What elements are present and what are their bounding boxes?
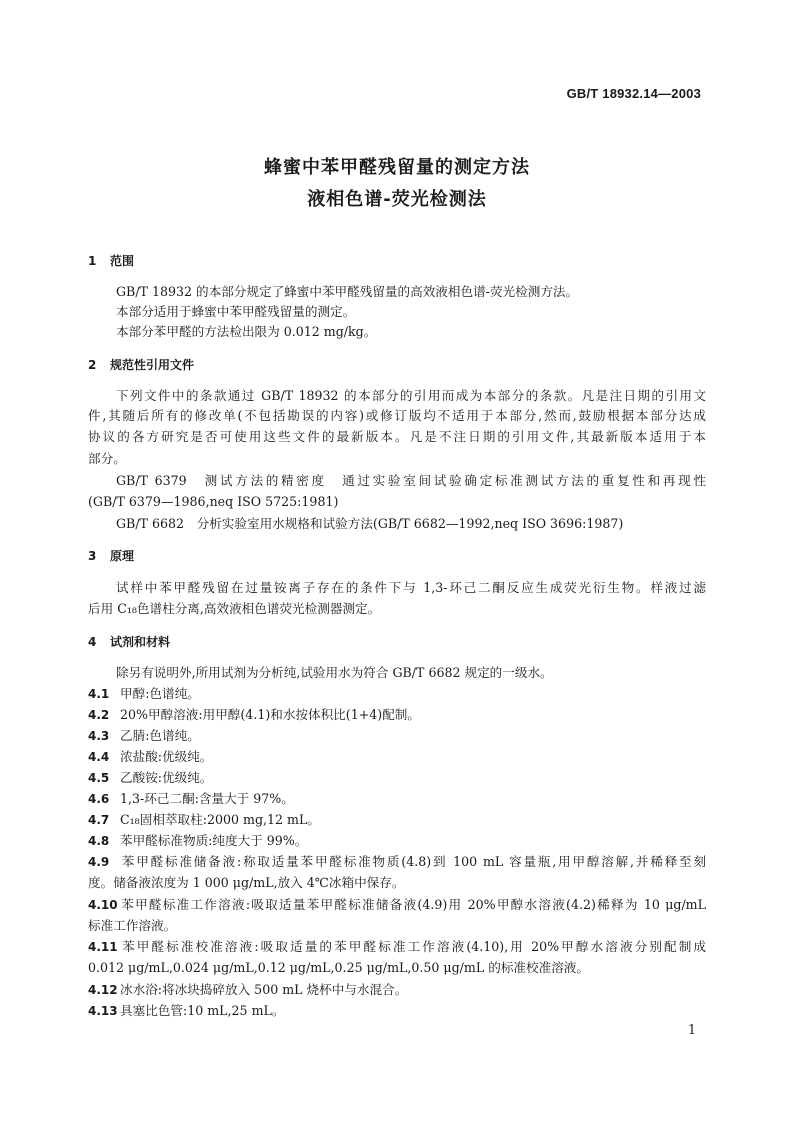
clause-4-12	[88, 980, 706, 1000]
clause-number: 4.3	[88, 729, 110, 743]
clause-number: 4.12	[88, 983, 118, 997]
reference-gbt6682: GB/T 6682 分析实验室用水规格和试验方法(GB/T 6682—1992,neq ISO 3696:1987)	[116, 516, 624, 531]
reference-gbt6379-cont: (GB/T 6379—1986,neq ISO 5725:1981)	[88, 494, 339, 509]
clause-number: 4.8	[88, 834, 110, 848]
paragraph-line: 除另有说明外,所用试剂为分析纯,试验用水为符合 GB/T 6682 规定的一级水。	[116, 665, 553, 680]
clause-4-2	[88, 705, 706, 725]
section-title: 范围	[110, 254, 135, 268]
clause-number: 4.2	[88, 708, 110, 722]
clause-4-11	[88, 937, 706, 957]
clause-4-10	[88, 895, 706, 915]
clause-number: 4.7	[88, 813, 110, 827]
section-number: 2	[88, 358, 97, 372]
clause-number: 4.6	[88, 792, 110, 806]
clause-number: 4.4	[88, 750, 110, 764]
section-number: 4	[88, 635, 97, 649]
paragraph-line: 后用 C₁₈色谱柱分离,高效液相色谱荧光检测器测定。	[88, 601, 381, 616]
clause-4-6	[88, 789, 706, 809]
paragraph-line: 下列文件中的条款通过 GB/T 18932 的本部分的引用而成为本部分的条款。凡是注日期的引用文	[116, 388, 706, 403]
clause-text: 20%甲醇溶液:用甲醇(4.1)和水按体积比(1+4)配制。	[120, 707, 420, 722]
clause-number: 4.13	[88, 1004, 118, 1018]
section-title: 原理	[110, 549, 135, 563]
clause-4-10-cont: 标准工作溶液。	[88, 918, 177, 933]
section-title: 试剂和材料	[110, 635, 171, 649]
paragraph-line: 本部分适用于蜂蜜中苯甲醛残留量的测定。	[116, 304, 356, 319]
clause-4-4	[88, 747, 706, 767]
clause-number: 4.5	[88, 771, 110, 785]
document-title-line-1: 蜂蜜中苯甲醛残留量的测定方法	[264, 157, 530, 178]
clause-text: 乙酸铵:优级纯。	[120, 770, 213, 785]
paragraph-line: 部分。	[88, 451, 126, 466]
clause-number: 4.11	[88, 940, 118, 954]
section-heading-reagents	[88, 632, 170, 652]
clause-text: 冰水浴:将冰块捣碎放入 500 mL 烧杯中与水混合。	[120, 982, 408, 997]
clause-number: 4.10	[88, 898, 118, 912]
clause-text: 苯甲醛标准校准溶液:吸取适量的苯甲醛标准工作溶液(4.10),用 20%甲醇水溶液分别配制成	[120, 939, 706, 954]
page-number: 1	[687, 1022, 696, 1037]
section-title: 规范性引用文件	[110, 358, 195, 372]
document-title-line-2: 液相色谱-荧光检测法	[307, 189, 487, 210]
clause-number: 4.1	[88, 687, 110, 701]
standard-number: GB/T 18932.14—2003	[566, 86, 701, 101]
clause-4-11-cont: 0.012 μg/mL,0.024 μg/mL,0.12 μg/mL,0.25 μg/mL,0.50 μg/mL 的标准校准溶液。	[88, 960, 589, 975]
reference-gbt6379: GB/T 6379 测试方法的精密度 通过实验室间试验确定标准测试方法的重复性和再现性	[116, 473, 706, 488]
clause-text: 苯甲醛标准工作溶液:吸取适量苯甲醛标准储备液(4.9)用 20%甲醇水溶液(4.2)稀释为 10 μg/mL	[120, 897, 706, 912]
paragraph-line: 件,其随后所有的修改单(不包括勘误的内容)或修订版均不适用于本部分,然而,鼓励根据本部分达成	[88, 408, 706, 423]
clause-text: 苯甲醛标准物质:纯度大于 99%。	[120, 833, 308, 848]
clause-4-5	[88, 768, 706, 788]
clause-text: 苯甲醛标准储备液:称取适量苯甲醛标准物质(4.8)到 100 mL 容量瓶,用甲醇溶解,并稀释至刻	[120, 854, 706, 869]
paragraph-line: 本部分苯甲醛的方法检出限为 0.012 mg/kg。	[116, 324, 377, 339]
clause-text: C₁₈固相萃取柱:2000 mg,12 mL。	[120, 812, 320, 827]
clause-4-13	[88, 1001, 706, 1021]
section-heading-principle	[88, 546, 134, 566]
section-number: 1	[88, 254, 97, 268]
clause-4-1	[88, 684, 706, 704]
clause-text: 乙腈:色谱纯。	[120, 728, 200, 743]
clause-text: 甲醇:色谱纯。	[120, 686, 200, 701]
section-number: 3	[88, 549, 97, 563]
clause-text: 具塞比色管:10 mL,25 mL。	[120, 1003, 285, 1018]
section-heading-scope	[88, 251, 134, 271]
clause-text: 1,3-环己二酮:含量大于 97%。	[120, 791, 294, 806]
paragraph-line: GB/T 18932 的本部分规定了蜂蜜中苯甲醛残留量的高效液相色谱-荧光检测方法。	[116, 284, 579, 299]
paragraph-line: 协议的各方研究是否可使用这些文件的最新版本。凡是不注日期的引用文件,其最新版本适用于本	[88, 429, 706, 444]
paragraph-line: 试样中苯甲醛残留在过量铵离子存在的条件下与 1,3-环己二酮反应生成荧光衍生物。样液过滤	[116, 580, 706, 595]
clause-number: 4.9	[88, 855, 110, 869]
clause-4-7	[88, 810, 706, 830]
clause-text: 浓盐酸:优级纯。	[120, 749, 213, 764]
clause-4-9-cont: 度。储备液浓度为 1 000 μg/mL,放入 4℃冰箱中保存。	[88, 875, 405, 890]
clause-4-8	[88, 831, 706, 851]
section-heading-normative-references	[88, 355, 194, 375]
clause-4-9	[88, 852, 706, 872]
clause-4-3	[88, 726, 706, 746]
